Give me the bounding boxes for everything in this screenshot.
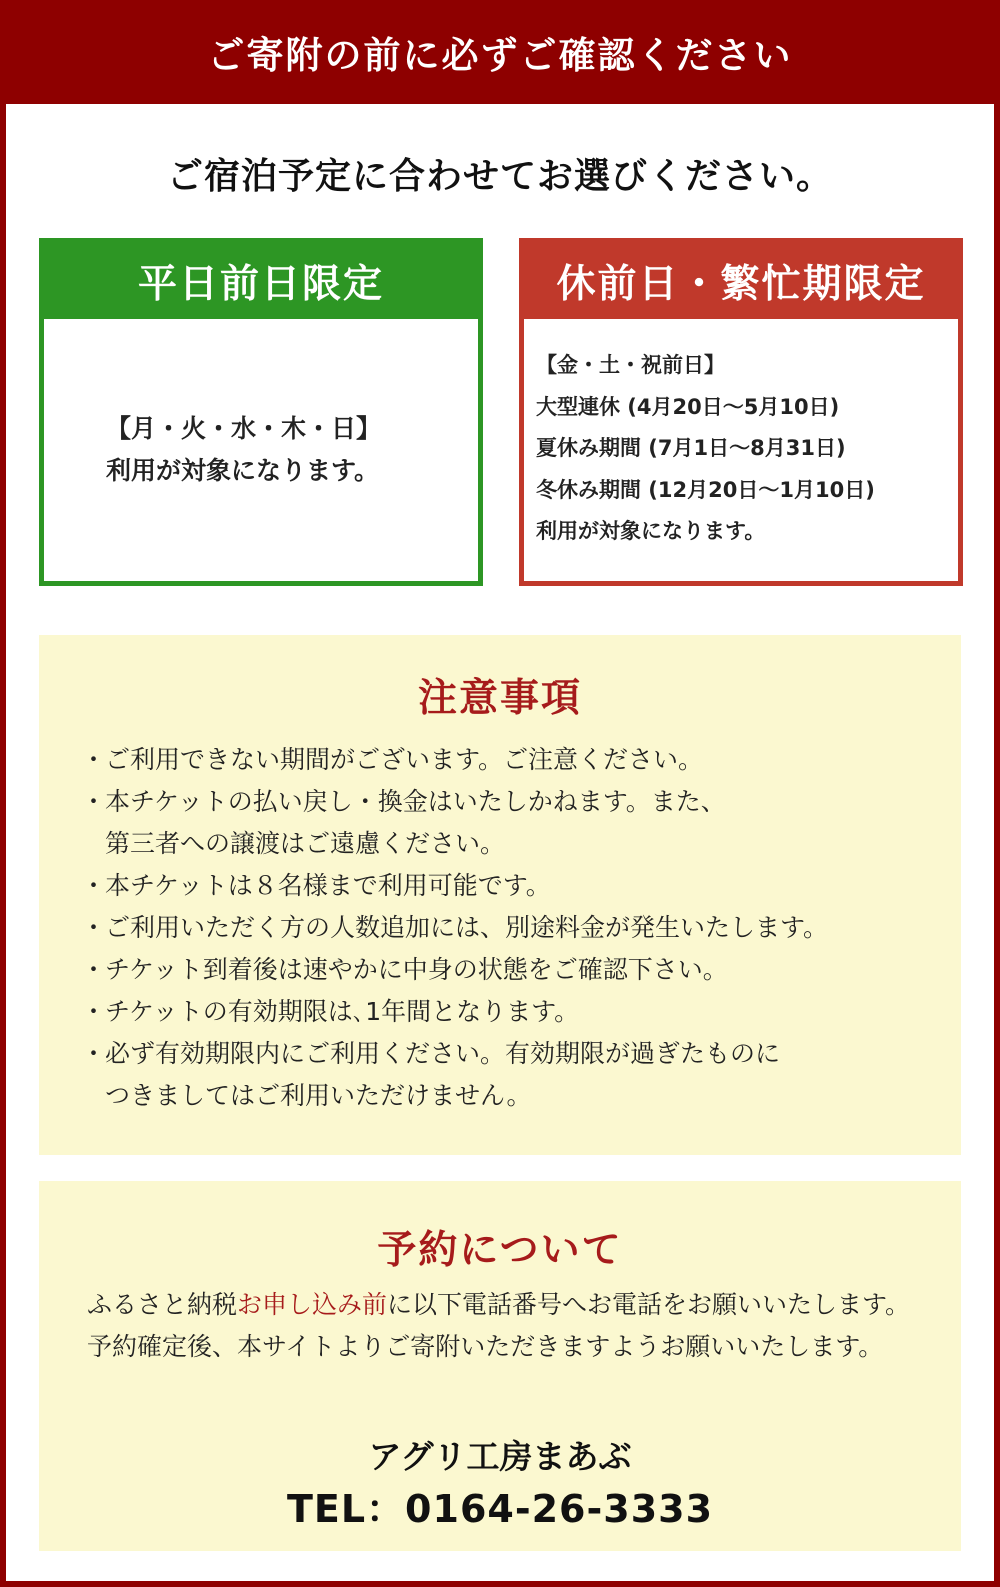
holiday-period-gw: 大型連休 (4月20日～5月10日)	[536, 394, 840, 419]
note-text: チケット到着後は速やかに中身の状態をご確認下さい。	[105, 955, 728, 984]
holiday-card	[519, 238, 963, 586]
holiday-card-body	[524, 319, 958, 553]
note-text-continued: 第三者への譲渡はご遠慮ください。	[105, 829, 506, 858]
page-subtitle: ご宿泊予定に合わせてお選びください。	[166, 156, 833, 197]
bullet: ・	[81, 955, 107, 984]
bullet: ・	[81, 745, 107, 774]
holiday-period-winter: 冬休み期間 (12月20日～1月10日)	[536, 477, 875, 502]
weekday-card	[39, 238, 483, 586]
reservation-text-rest: に以下電話番号へお電話をお願いいたします。予約確定後、本サイトよりご寄附いただきますようお願いいたします。	[87, 1290, 911, 1361]
note-text: チケットの有効期限は､1年間となります。	[105, 997, 580, 1026]
bullet: ・	[81, 1039, 107, 1068]
phone-number: TEL：0164-26-3333	[286, 1487, 714, 1531]
weekday-days: 【月・火・水・木・日】	[106, 414, 382, 443]
list-item	[81, 949, 828, 991]
list-item	[81, 991, 828, 1033]
note-text: 本チケットの払い戻し・換金はいたしかねます。また、	[105, 787, 726, 816]
reservation-text-start: ふるさと納税	[87, 1290, 238, 1319]
bullet: ・	[81, 871, 107, 900]
reservation-instructions	[87, 1284, 927, 1368]
holiday-period-summer: 夏休み期間 (7月1日～8月31日)	[536, 436, 846, 460]
notes-list	[81, 739, 828, 1117]
banner-title: ご寄附の前に必ずご確認ください	[207, 34, 793, 77]
note-text-continued: つきましてはご利用いただけません。	[105, 1081, 532, 1110]
reservation-title: 予約について	[377, 1228, 623, 1273]
notes-title: 注意事項	[417, 676, 582, 721]
list-item	[81, 907, 828, 949]
bullet: ・	[81, 997, 107, 1026]
weekday-card-body	[44, 319, 478, 581]
top-banner	[0, 0, 1000, 104]
weekday-note: 利用が対象になります。	[106, 456, 380, 485]
bullet: ・	[81, 787, 107, 816]
list-item	[81, 1033, 828, 1117]
note-text: ご利用できない期間がございます。ご注意ください。	[105, 745, 704, 774]
holiday-note: 利用が対象になります。	[536, 519, 766, 543]
note-text: ご利用いただく方の人数追加には、別途料金が発生いたします。	[105, 913, 829, 942]
reservation-panel	[39, 1181, 961, 1551]
weekday-card-title: 平日前日限定	[44, 243, 478, 319]
holiday-card-title: 休前日・繁忙期限定	[524, 243, 958, 319]
notes-panel	[39, 635, 961, 1155]
reservation-highlight: お申し込み前	[237, 1290, 388, 1319]
note-text: 必ず有効期限内にご利用ください。有効期限が過ぎたものに	[105, 1039, 781, 1068]
list-item	[81, 781, 828, 865]
list-item	[81, 739, 828, 781]
shop-name: アグリ工房まあぶ	[368, 1437, 632, 1476]
list-item	[81, 865, 828, 907]
holiday-days: 【金・土・祝前日】	[536, 353, 725, 377]
note-text: 本チケットは８名様まで利用可能です。	[105, 871, 551, 900]
bullet: ・	[81, 913, 107, 942]
